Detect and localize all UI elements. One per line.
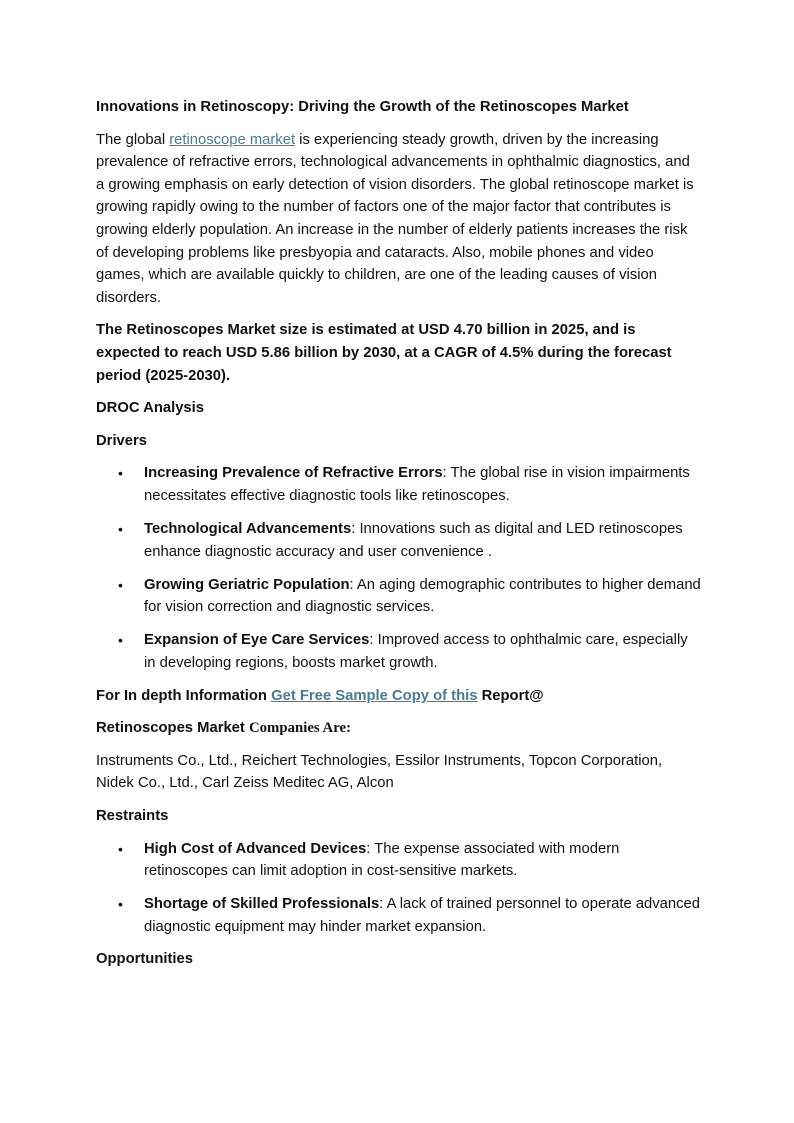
free-sample-link[interactable]: Get Free Sample Copy of this: [271, 687, 478, 704]
companies-heading-b: Companies Are:: [248, 720, 352, 737]
sample-text-after: Report@: [477, 687, 544, 704]
list-item: [96, 893, 702, 938]
drivers-list: [96, 462, 702, 674]
bullet-icon: •: [118, 840, 123, 857]
restraint-term: Shortage of Skilled Professionals: [144, 896, 380, 913]
bullet-icon: •: [118, 521, 123, 537]
driver-term: Increasing Prevalence of Refractive Errors: [144, 465, 443, 482]
sample-text-before: For In depth Information: [96, 687, 272, 704]
companies-heading-a: Retinoscopes Market: [96, 720, 249, 737]
droc-heading: DROC Analysis: [96, 400, 204, 417]
document-page: [96, 96, 702, 981]
restraints-heading: Restraints: [96, 807, 169, 824]
driver-desc: : Improved access to ophthalmic care, especially in developing regions, boosts market growth.: [144, 632, 688, 671]
document-title: Innovations in Retinoscopy: Driving the Growth of the Retinoscopes Market: [96, 99, 629, 115]
intro-text-after: is experiencing steady growth, driven by the increasing prevalence of refractive errors, technological advancements in ophthalmic diagnostics, and a growing emphasis on early detection of vision disorders. The global retinoscope market is growing rapidly owing to the number of factors one of the major factor that contributes is growing elderly population. An increase in the number of elderly patients increases the risk of developing problems like presbyopia and cataracts. Also, mobile phones and video games, which are available quickly to children, are one of the leading causes of vision disorders.: [96, 131, 694, 306]
sample-paragraph: [96, 685, 702, 708]
companies-heading: [96, 717, 702, 740]
driver-term: Expansion of Eye Care Services: [144, 632, 370, 649]
restraint-desc: : A lack of trained personnel to operate advanced diagnostic equipment may hinder market expansion.: [144, 896, 700, 935]
companies-list: Instruments Co., Ltd., Reichert Technologies, Essilor Instruments, Topcon Corporation, Nidek Co., Ltd., Carl Zeiss Meditec AG, Alcon: [96, 752, 663, 792]
driver-desc: : The global rise in vision impairments necessitates effective diagnostic tools like retinoscopes.: [144, 465, 690, 504]
list-item: [96, 518, 702, 563]
list-item: [96, 462, 702, 507]
drivers-heading: Drivers: [96, 432, 148, 449]
intro-text-before: The global: [96, 131, 170, 148]
market-size-paragraph: The Retinoscopes Market size is estimated at USD 4.70 billion in 2025, and is expected to reach USD 5.86 billion by 2030, at a CAGR of 4.5% during the forecast period (2025-2030).: [96, 322, 672, 384]
retinoscope-market-link[interactable]: retinoscope market: [169, 131, 296, 148]
driver-desc: : An aging demographic contributes to higher demand for vision correction and diagnostic services.: [144, 576, 701, 616]
restraint-desc: : The expense associated with modern retinoscopes can limit adoption in cost-sensitive markets.: [144, 840, 620, 880]
list-item: [96, 838, 702, 883]
driver-desc: : Innovations such as digital and LED retinoscopes enhance diagnostic accuracy and user convenience .: [144, 521, 683, 560]
restraints-list: [96, 838, 702, 939]
bullet-icon: •: [118, 465, 123, 482]
bullet-icon: •: [118, 896, 123, 913]
driver-term: Technological Advancements: [144, 521, 352, 537]
intro-paragraph: [96, 129, 702, 310]
list-item: [96, 629, 702, 674]
opportunities-heading: Opportunities: [96, 951, 193, 968]
list-item: [96, 574, 702, 619]
driver-term: Growing Geriatric Population: [144, 576, 350, 593]
bullet-icon: •: [118, 632, 123, 649]
restraint-term: High Cost of Advanced Devices: [144, 840, 367, 857]
bullet-icon: •: [118, 576, 123, 593]
